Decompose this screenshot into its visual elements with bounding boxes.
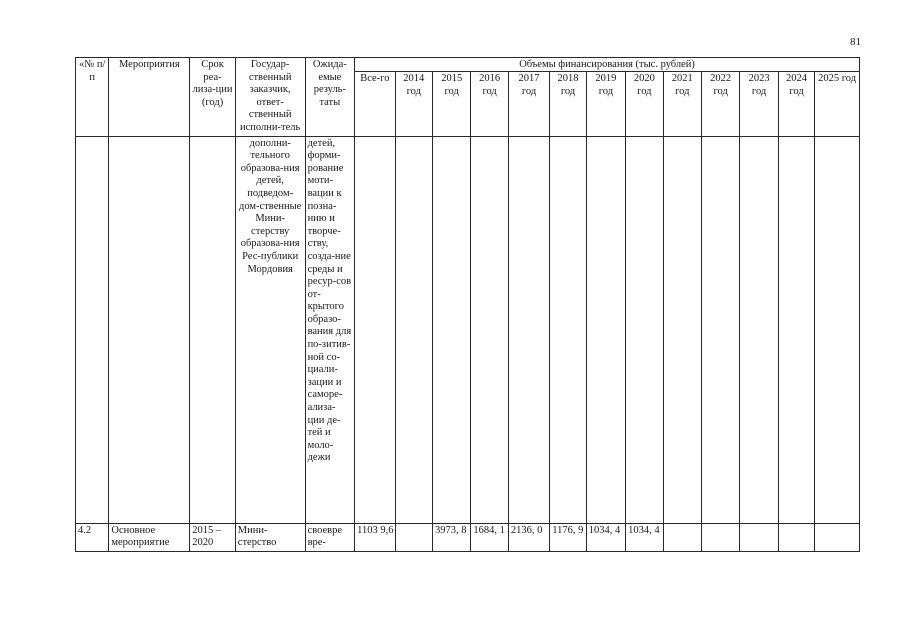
cell-year-value: 1176, 9: [550, 523, 586, 551]
header-term: Срок реа-лиза-ции (год): [190, 58, 236, 137]
cell-empty: [626, 136, 663, 523]
cell-customer: дополни-тельного образова-ния детей, подведом-дом-ственные Мини-стерству образова-ния Рес-публики Мордовия: [235, 136, 305, 523]
cell-year-value: [663, 523, 701, 551]
header-year: 2019 год: [586, 72, 625, 137]
cell-year-value: 1684, 1: [471, 523, 508, 551]
cell-empty: [815, 136, 860, 523]
cell-term: 2015 – 2020: [190, 523, 236, 551]
cell-year-value: 3973, 8: [432, 523, 470, 551]
cell-empty: [550, 136, 586, 523]
page-number: 81: [850, 36, 861, 48]
cell-empty: [701, 136, 739, 523]
table-row: [76, 523, 860, 551]
cell-num: [76, 136, 109, 523]
header-year: 2022 год: [701, 72, 739, 137]
cell-year-value: [778, 523, 814, 551]
cell-num: 4.2: [76, 523, 109, 551]
cell-activity: Основное мероприятие: [109, 523, 190, 551]
header-total: Все-го: [355, 72, 395, 137]
cell-empty: [740, 136, 778, 523]
cell-year-value: 2136, 0: [508, 523, 549, 551]
header-results: Ожида-емые резуль-таты: [305, 58, 355, 137]
cell-year-value: [395, 523, 432, 551]
cell-empty: [778, 136, 814, 523]
cell-term: [190, 136, 236, 523]
header-year: 2015 год: [432, 72, 470, 137]
cell-year-value: 1034, 4: [586, 523, 625, 551]
cell-year-value: [701, 523, 739, 551]
cell-activity: [109, 136, 190, 523]
header-num: «№ п/п: [76, 58, 109, 137]
header-year: 2017 год: [508, 72, 549, 137]
header-activity: Мероприятия: [109, 58, 190, 137]
cell-empty: [355, 136, 395, 523]
cell-empty: [586, 136, 625, 523]
cell-customer: Мини-стерство: [235, 523, 305, 551]
header-year: 2025 год: [815, 72, 860, 137]
header-customer: Государ-ственный заказчик, ответ-ственный исполни-тель: [235, 58, 305, 137]
cell-empty: [508, 136, 549, 523]
cell-empty: [663, 136, 701, 523]
cell-total: 1103 9,6: [355, 523, 395, 551]
header-year: 2018 год: [550, 72, 586, 137]
cell-year-value: [740, 523, 778, 551]
header-funding-group: Объемы финансирования (тыс. рублей): [355, 58, 860, 72]
header-year: 2024 год: [778, 72, 814, 137]
cell-empty: [395, 136, 432, 523]
cell-results: своевре вре-: [305, 523, 355, 551]
cell-year-value: [815, 523, 860, 551]
cell-empty: [432, 136, 470, 523]
header-year: 2016 год: [471, 72, 508, 137]
table-row: [76, 136, 860, 523]
financing-table: [75, 57, 860, 552]
cell-results: детей, форми-рование моти-вации к позна-нию и творче-ству, созда-ние среды и ресур-сов от-крытого образо-вания для по-зитив-ной со-циали-зации и саморе-ализа-ции де-тей и моло-дежи: [305, 136, 355, 523]
cell-empty: [471, 136, 508, 523]
cell-year-value: 1034, 4: [626, 523, 663, 551]
header-year: 2014 год: [395, 72, 432, 137]
header-year: 2020 год: [626, 72, 663, 137]
header-year: 2021 год: [663, 72, 701, 137]
header-year: 2023 год: [740, 72, 778, 137]
